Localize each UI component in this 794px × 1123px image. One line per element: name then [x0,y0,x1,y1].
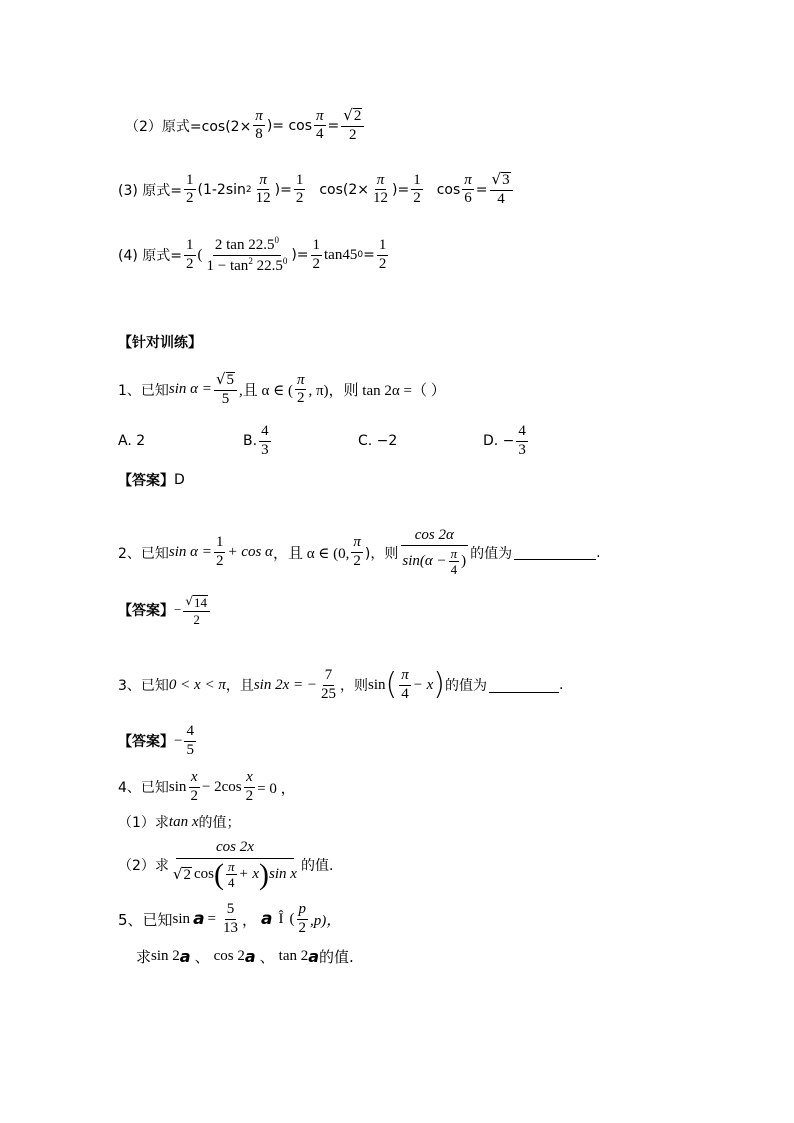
text: a [308,947,320,966]
answer-label: 【答案】 [118,734,174,751]
question-4-part-1 [118,812,241,832]
question-5-line-2 [136,946,354,967]
fraction: $\frac{1}{2}$ [186,237,194,272]
text: 、 [194,948,210,966]
text: = [207,910,217,927]
text: 求 [136,948,152,966]
text: = [363,247,375,264]
answer-label: 【答案】 [118,473,174,489]
text: . [559,677,564,694]
answer-blank[interactable] [489,678,559,693]
fraction: $\frac{x}{2}$ [245,769,254,804]
text: (4) 原式= [118,248,183,265]
fraction: $\frac{\pi}{2}$ [296,371,305,407]
answer-value: D [174,472,185,488]
paren: ) [433,667,446,703]
fraction: $\frac{p}{2}$ [298,901,307,936]
text: = 0 ， [257,780,296,797]
question-1 [118,372,446,408]
text: − [174,602,182,618]
fraction: $\frac{\pi}{4}$ [316,107,324,143]
fraction: $\frac{x}{2}$ [190,769,198,804]
text: 的值. [300,858,334,875]
answer-1 [118,470,185,490]
answer-3 [118,724,198,759]
answer-label: 【答案】 [118,603,174,620]
text: )= [274,181,292,198]
text: cos(2× [319,181,369,198]
text: sin [168,778,187,795]
question-5: 5、已知 sin a = $\frac{5}{13}$ ， a Î ( $\frac{p}{2}$ ,p)， [118,901,342,936]
text: − 2cos [201,778,242,795]
fraction: √ 5 5 [214,372,237,408]
option-d[interactable]: D. − $\frac{4}{3}$ [483,423,526,458]
text: tan x [168,813,199,830]
text: 的值为 [470,545,513,562]
text: 0 < x < π [168,676,226,693]
text: （2）求 [118,858,169,875]
text: 4、已知 [118,780,169,797]
question-3 [118,668,563,703]
text: （2）原式=cos(2× [125,118,252,135]
text: ,p)， [310,912,342,929]
text: sin α = [168,544,212,561]
text: a [261,909,273,930]
fraction: √ 2 2 [341,108,364,144]
text: 0 [357,250,364,261]
text: ,且 α ∈ ( [239,383,293,400]
text: ，且 [225,678,254,695]
text: 的值. [319,948,354,966]
text: 、 [259,948,275,966]
fraction: cos 2α sin(α − $\frac{\pi}{4}$ ) [402,527,467,578]
text: a [193,909,205,930]
option-b[interactable]: B. $\frac{4}{3}$ [243,423,269,458]
question-4 [118,770,296,805]
text: ， [242,910,258,929]
text: a [244,947,256,966]
text: 5、已知 [118,910,173,929]
text: sin [172,910,191,927]
fraction: $\frac{\pi}{12}$ [255,171,271,207]
section-title: 【针对训练】 [118,335,202,351]
text: 1、已知 [118,382,169,399]
fraction: $\frac{1}{2}$ [186,171,194,207]
text: 2、已知 [118,545,169,562]
text: 的值； [198,815,241,831]
text: )= cos [266,117,313,134]
fraction: $\frac{7}{25}$ [321,667,337,702]
fraction: $\frac{2 \tan 22.5^0}{1 - \tan^2 22.5^0}$ [206,235,288,274]
text: (3) 原式= [118,182,183,199]
text: 2 [245,184,252,195]
text: cos [436,181,461,198]
text: tan45 [324,246,358,263]
text: = [475,181,488,198]
fraction: √ 14 2 [183,594,210,626]
text: 的值为 [445,678,488,695]
text: cos 2 [213,948,245,964]
text: + cos α [227,544,273,561]
fraction: $\frac{\pi}{8}$ [255,107,263,143]
text: )= [392,181,410,198]
fraction: $\frac{1}{2}$ [413,171,421,207]
text: a [179,947,191,966]
text: = [327,117,340,134]
fraction: $\frac{\pi}{6}$ [464,171,472,207]
fraction: $\frac{1}{2}$ [215,534,224,570]
fraction: $\frac{5}{13}$ [223,901,239,936]
fraction: $\frac{1}{2}$ [295,171,304,207]
text: sin 2 [151,948,180,964]
solution-line-4 [118,236,390,275]
solution-line-2 [125,108,366,144]
text: 3、已知 [118,678,169,695]
answer-2 [118,594,212,626]
text: tan 2 [278,948,309,964]
question-1-options [118,424,678,459]
text: (1-2sin [197,181,246,198]
text: ，且 α ∈ (0, [272,546,350,563]
text: sin α = [168,381,212,398]
fraction: $\frac{1}{2}$ [378,237,387,272]
text: Î [278,910,284,927]
fraction: $\frac{\pi}{12}$ [373,171,388,207]
text: （1）求 [118,815,169,831]
question-2 [118,528,601,577]
fraction: cos 2x √ 2 cos ( $\frac{\pi}{4}$ + x ) sin x [172,839,297,891]
option-c[interactable]: C. −2 [358,433,398,450]
option-a[interactable]: A. 2 [118,433,146,450]
text: − [174,732,183,749]
question-4-part-2 [118,840,333,890]
fraction: √ 3 4 [490,172,513,208]
paren: ( [385,667,398,703]
text: , π)，则 tan 2α =（ ） [308,383,446,400]
text: ，则 [340,678,369,695]
text: sin [368,676,386,693]
text: . [596,544,601,561]
fraction: $\frac{4}{5}$ [186,723,194,758]
solution-line-3 [118,172,515,208]
answer-blank[interactable] [514,545,596,560]
text: )= [291,247,309,264]
fraction: $\frac{\pi}{4}$ [401,667,409,702]
paren: ( [197,246,203,263]
fraction: $\frac{1}{2}$ [312,237,321,272]
fraction: $\frac{\pi}{2}$ [353,534,361,570]
text: − x [412,676,434,693]
text: )，则 [364,545,399,562]
text: sin 2x = − [253,676,318,693]
